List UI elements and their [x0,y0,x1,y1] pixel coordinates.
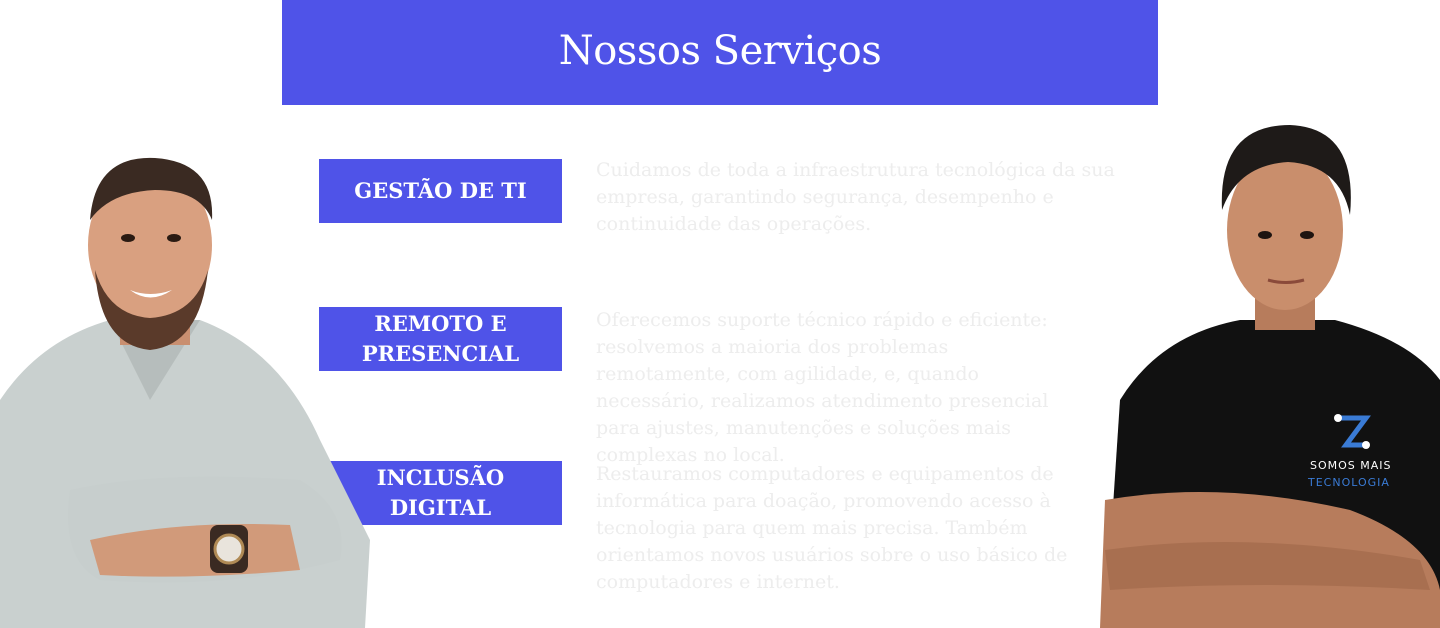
service-description-remoto-presencial: Oferecemos suporte técnico rápido e eficiente: resolvemos a maioria dos problemas remotamente, com agilidade, e, quando necessário, realizamos atendimento presencial para ajustes, manutenções e soluções mais complexas no local. [596,309,1049,466]
person-right-illustration [1100,120,1440,628]
title-banner [282,0,1158,105]
shirt-logo-line1: SOMOS MAIS [1310,459,1392,472]
service-label-text: INCLUSÃO DIGITAL [376,465,505,520]
page-title: Nossos Serviços [558,27,882,74]
shirt-logo-line2: TECNOLOGIA [1308,476,1390,489]
person-left-illustration [0,150,380,628]
team-member-right-photo [1100,120,1440,628]
service-label-text: GESTÃO DE TI [354,178,527,203]
service-description-gestao-ti: Cuidamos de toda a infraestrutura tecnológica da sua empresa, garantindo segurança, desempenho e continuidade das operações. [596,159,1115,235]
service-description-inclusao-digital: Restauramos computadores e equipamentos de informática para doação, promovendo acesso à tecnologia para quem mais precisa. Também orientamos novos usuários sobre o uso básico de computadores e internet. [596,463,1068,593]
team-member-left-photo [0,150,380,628]
service-label-text: REMOTO E PRESENCIAL [361,311,520,366]
